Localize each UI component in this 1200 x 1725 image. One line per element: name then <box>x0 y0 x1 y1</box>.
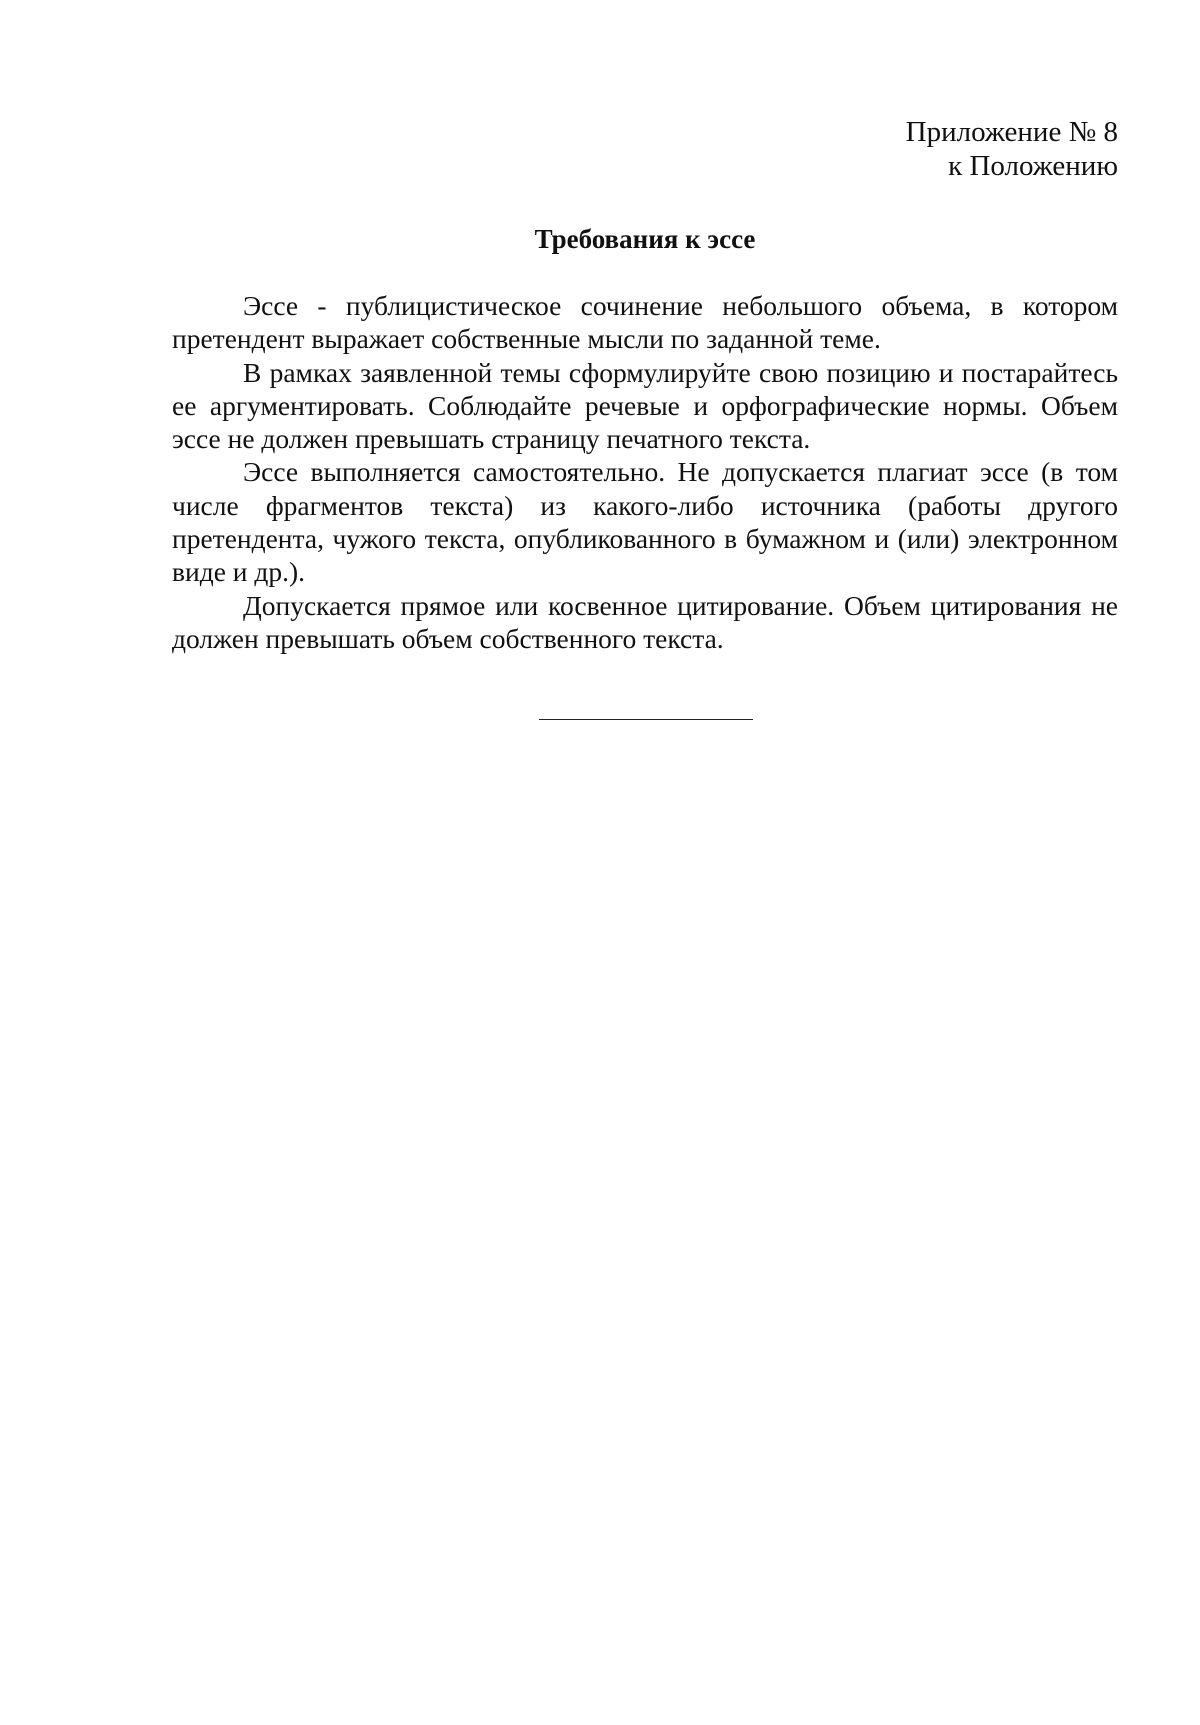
paragraph-plagiarism: Эссе выполняется самостоятельно. Не допускается плагиат эссе (в том числе фрагментов текста) из какого-либо источника (работы другого претендента, чужого текста, опубликованного в бумажном и (или) электронном виде и др.). <box>172 456 1118 588</box>
attachment-number: Приложение № 8 <box>905 116 1118 148</box>
attachment-note <box>718 115 1118 183</box>
paragraph-position: В рамках заявленной темы сформулируйте свою позицию и постарайтесь ее аргументировать. Соблюдайте речевые и орфографические нормы. Объем эссе не должен превышать страницу печатного текста. <box>172 356 1118 455</box>
document-title: Требования к эссе <box>534 224 756 254</box>
paragraph-definition: Эссе - публицистическое сочинение небольшого объема, в котором претендент выражает собственные мысли по заданной теме. <box>172 290 1118 355</box>
document-body <box>172 289 1118 655</box>
end-divider <box>539 719 753 720</box>
attachment-reference: к Положению <box>948 150 1118 182</box>
paragraph-citation: Допускается прямое или косвенное цитирование. Объем цитирования не должен превышать объем собственного текста. <box>172 589 1118 654</box>
